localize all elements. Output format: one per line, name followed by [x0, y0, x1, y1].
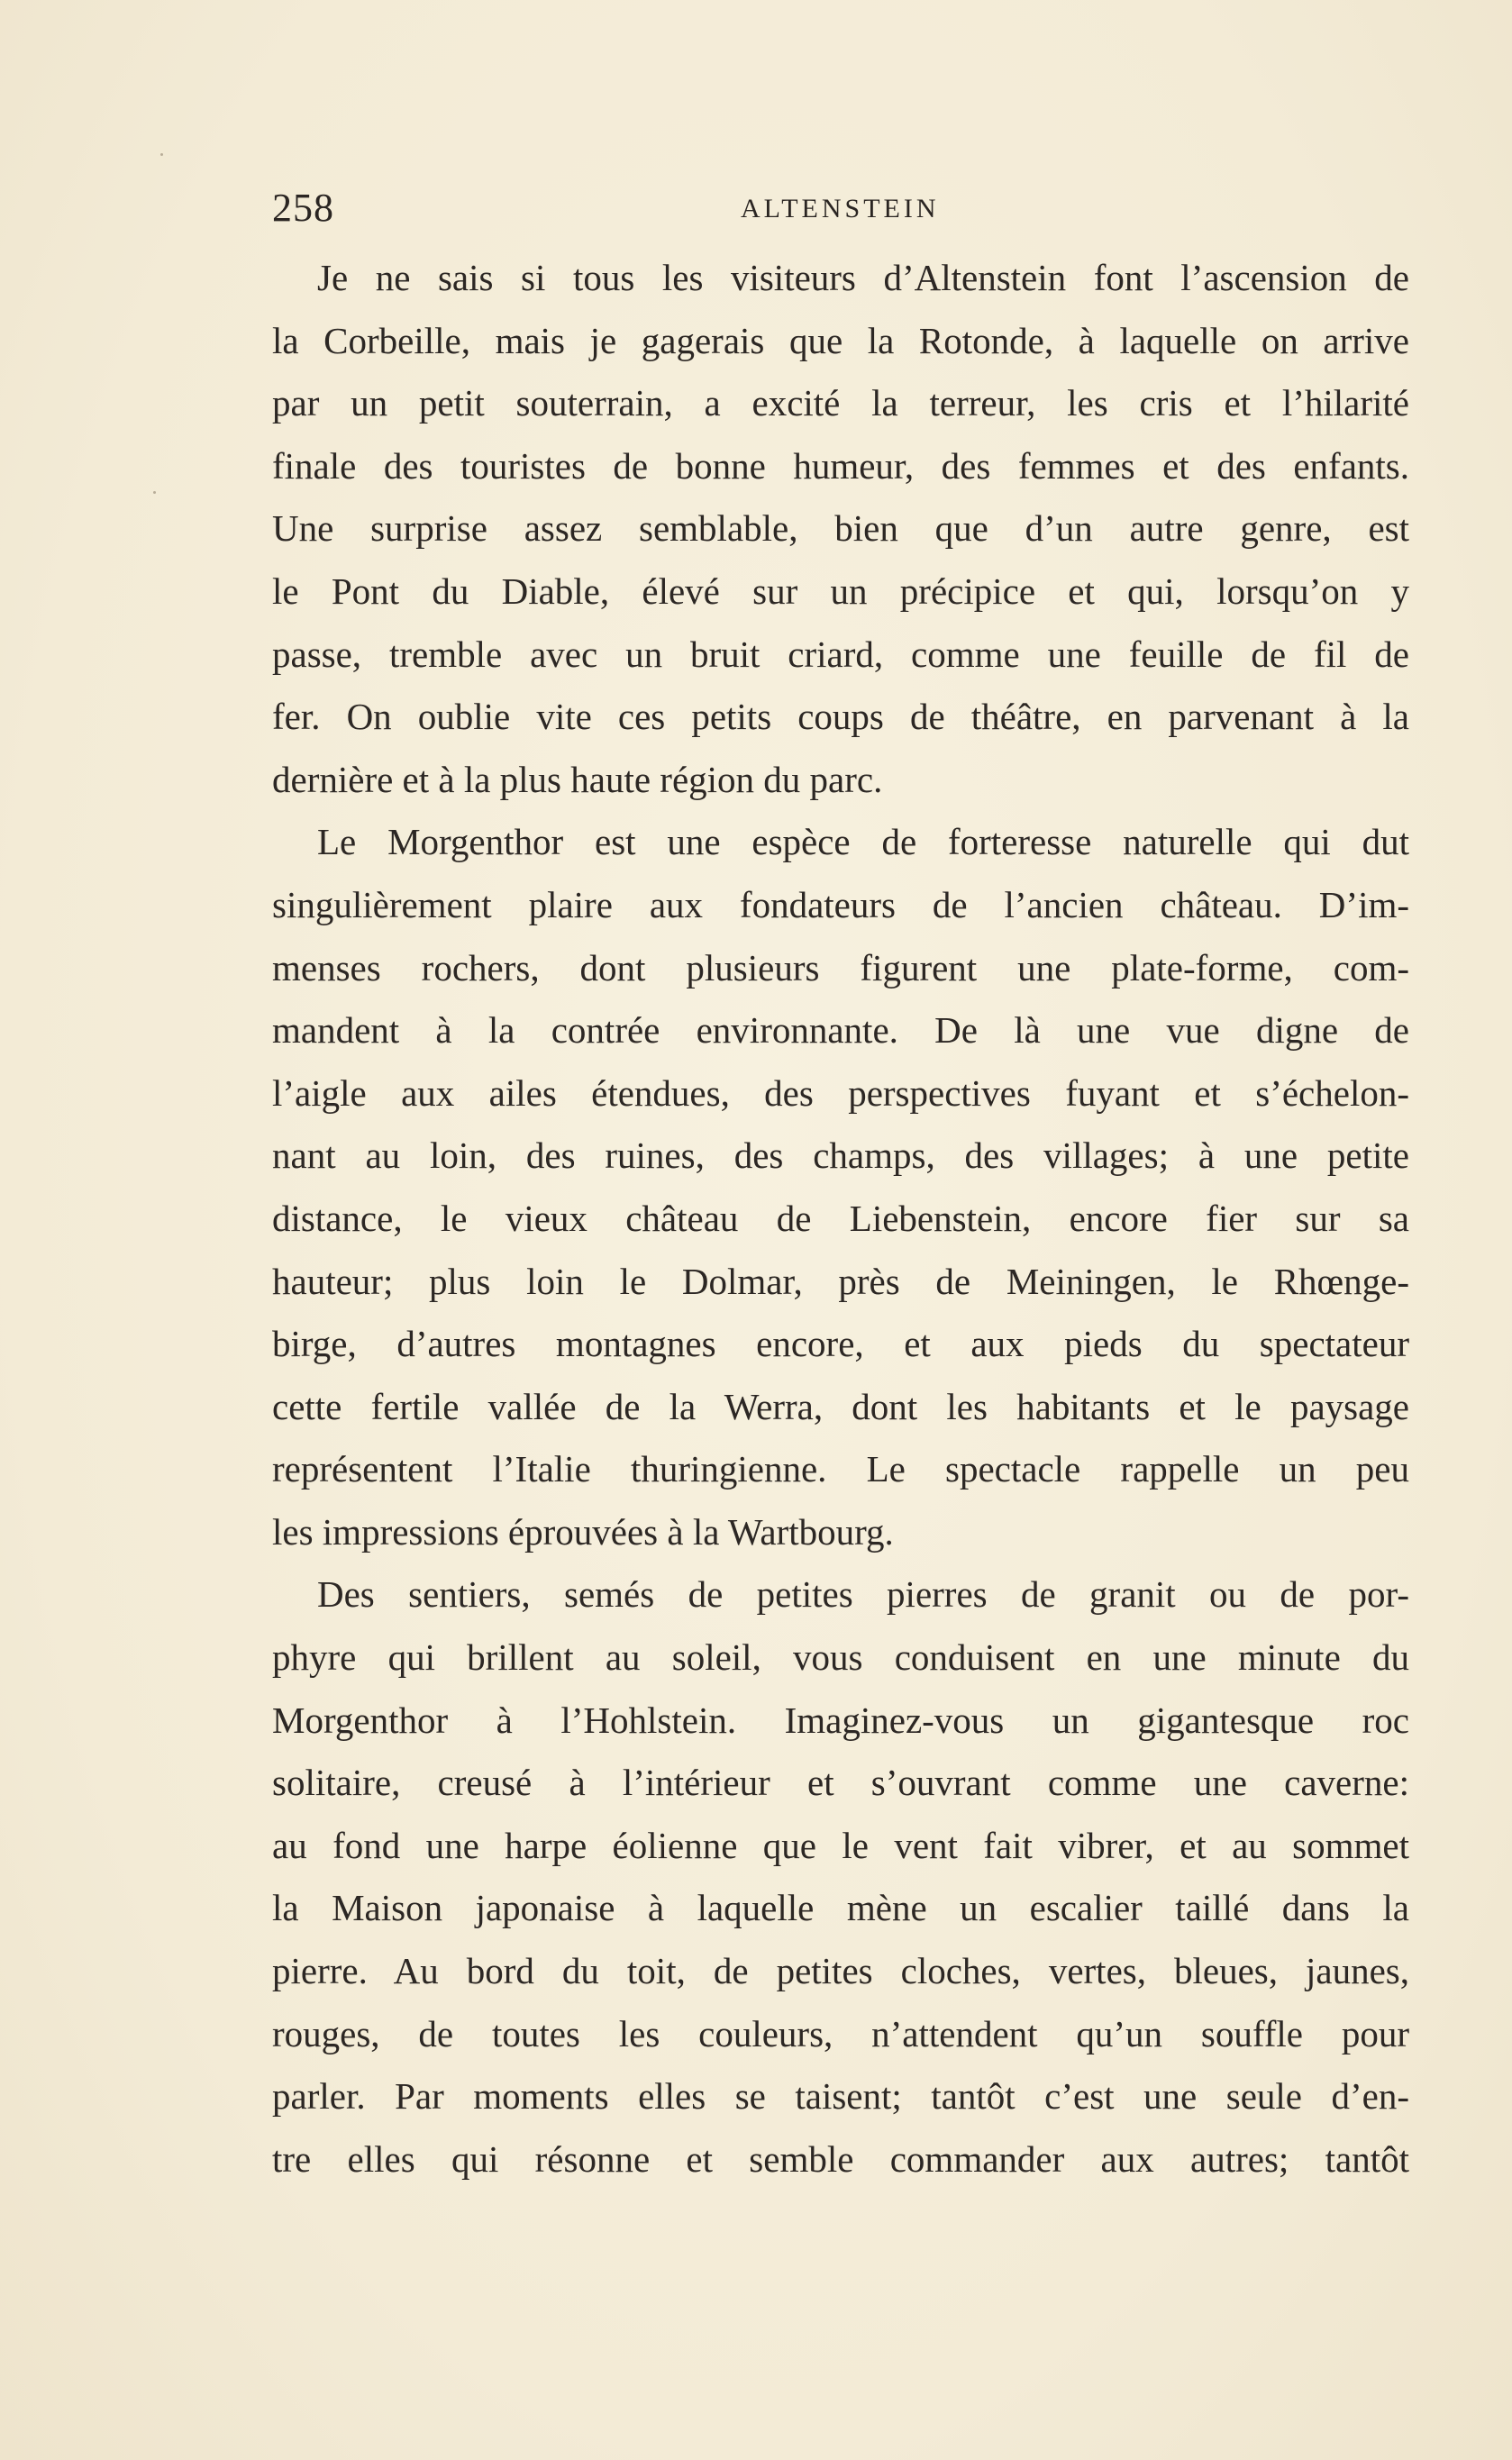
text-line: Le Morgenthor est une espèce de forteresse naturelle qui dut	[317, 821, 1409, 863]
text-line: parler. Par moments elles se taisent; tantôt c’est une seule d’en-	[272, 2075, 1409, 2118]
text-line: solitaire, creusé à l’intérieur et s’ouvrant comme une caverne:	[272, 1762, 1409, 1804]
text-line: les impressions éprouvées à la Wartbourg.	[272, 1510, 894, 1553]
text-line: nant au loin, des ruines, des champs, des villages; à une petite	[272, 1134, 1409, 1177]
text-line: la Corbeille, mais je gagerais que la Rotonde, à laquelle on arrive	[272, 319, 1409, 361]
text-line: mandent à la contrée environnante. De là une vue digne de	[272, 1009, 1409, 1052]
text-line: Morgenthor à l’Hohlstein. Imaginez-vous un gigantesque roc	[272, 1699, 1409, 1741]
paper-speck	[160, 153, 163, 156]
text-line: distance, le vieux château de Liebenstein, encore fier sur sa	[272, 1197, 1409, 1239]
text-line: le Pont du Diable, élevé sur un précipice et qui, lorsqu’on y	[272, 569, 1409, 612]
text-line: rouges, de toutes les couleurs, n’attendent qu’un souffle pour	[272, 2012, 1409, 2055]
text-line: pierre. Au bord du toit, de petites cloches, vertes, bleues, jaunes,	[272, 1950, 1409, 1992]
text-line: Je ne sais si tous les visiteurs d’Altenstein font l’ascension de	[317, 257, 1409, 298]
text-line: cette fertile vallée de la Werra, dont les habitants et le paysage	[272, 1385, 1409, 1427]
text-line: phyre qui brillent au soleil, vous conduisent en une minute du	[272, 1636, 1409, 1679]
text-line: passe, tremble avec un bruit criard, comme une feuille de fil de	[272, 633, 1409, 675]
text-line: Des sentiers, semés de petites pierres de granit ou de por-	[317, 1573, 1409, 1616]
text-line: la Maison japonaise à laquelle mène un escalier taillé dans la	[272, 1887, 1409, 1929]
text-line: hauteur; plus loin le Dolmar, près de Meiningen, le Rhœnge-	[272, 1260, 1409, 1302]
page-number: 258	[272, 186, 334, 230]
text-line: menses rochers, dont plusieurs figurent une plate-forme, com-	[272, 946, 1409, 989]
page-header	[272, 185, 1409, 239]
text-line: birge, d’autres montagnes encore, et aux pieds du spectateur	[272, 1323, 1409, 1365]
text-line: Une surprise assez semblable, bien que d’un autre genre, est	[272, 507, 1409, 550]
text-line: par un petit souterrain, a excité la terreur, les cris et l’hilarité	[272, 382, 1409, 424]
paper-speck	[153, 491, 156, 494]
text-line: représentent l’Italie thuringienne. Le spectacle rappelle un peu	[272, 1448, 1409, 1490]
text-line: finale des touristes de bonne humeur, des femmes et des enfants.	[272, 444, 1409, 487]
text-line: fer. On oublie vite ces petits coups de théâtre, en parvenant à la	[272, 696, 1409, 738]
running-title: ALTENSTEIN	[741, 194, 940, 223]
text-line: dernière et à la plus haute région du parc.	[272, 758, 883, 800]
text-line: singulièrement plaire aux fondateurs de l’ancien château. D’im-	[272, 883, 1409, 925]
text-line: tre elles qui résonne et semble commander aux autres; tantôt	[272, 2137, 1409, 2180]
body-text	[272, 247, 1409, 2191]
text-line: au fond une harpe éolienne que le vent fait vibrer, et au sommet	[272, 1824, 1409, 1866]
text-line: l’aigle aux ailes étendues, des perspectives fuyant et s’échelon-	[272, 1071, 1409, 1114]
